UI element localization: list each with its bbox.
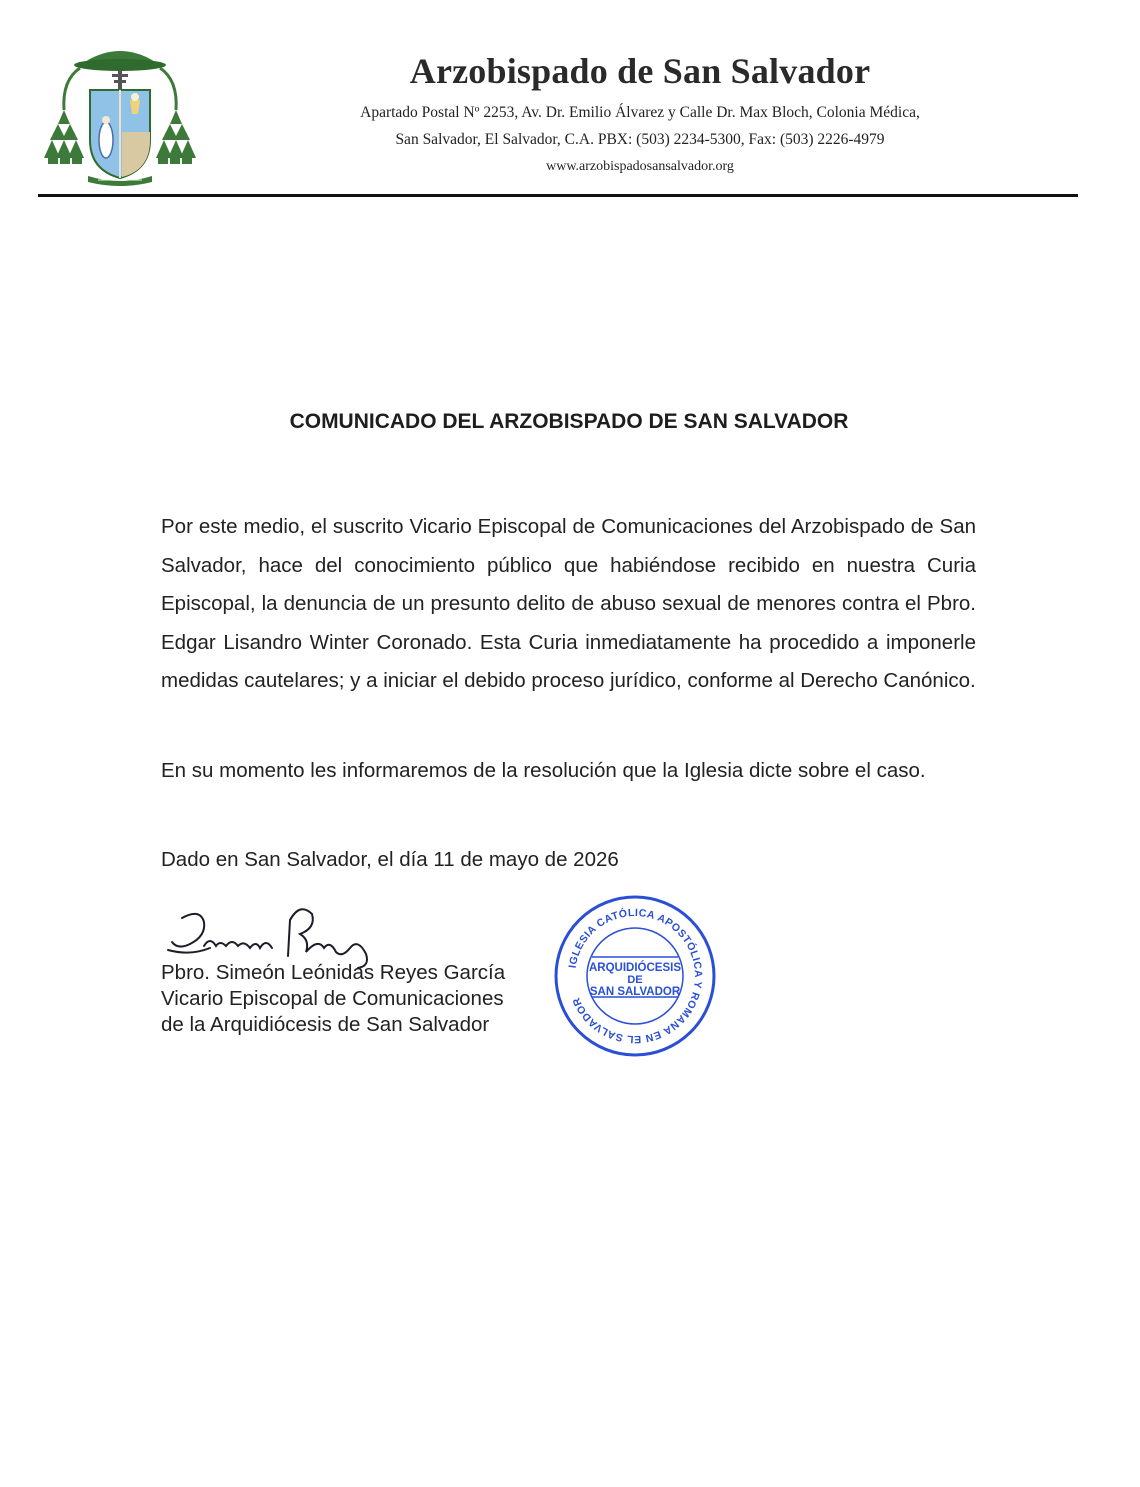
signatory-block [161, 960, 505, 1038]
seal-center-line-3: SAN SALVADOR [589, 986, 681, 998]
official-seal-stamp [552, 893, 718, 1059]
body-paragraph-2: En su momento les informaremos de la resolución que la Iglesia dicte sobre el caso. [161, 759, 926, 782]
signatory-position: Vicario Episcopal de Comunicaciones [161, 987, 504, 1010]
signatory-institution: de la Arquidiócesis de San Salvador [161, 1013, 490, 1036]
website-link[interactable]: www.arzobispadosansalvador.org [546, 159, 734, 174]
signatory-name: Pbro. Simeón Leónidas Reyes García [161, 961, 506, 984]
seal-center-line-1: ARQUIDIÓCESIS [588, 962, 682, 974]
seal-outer-text: IGLESIA CATÓLICA APOSTÓLICA Y ROMANA EN EL SALVADOR [566, 906, 705, 1046]
organization-name: Arzobispado de San Salvador [409, 51, 871, 91]
date-line: Dado en San Salvador, el día 11 de mayo de 2026 [161, 848, 619, 871]
header-divider [38, 194, 1078, 197]
body-paragraph-1: Por este medio, el suscrito Vicario Episcopal de Comunicaciones del Arzobispado de San Salvador, hace del conocimiento público que habiéndose recibido en nuestra Curia Episcopal, la denuncia de un presunto delito de abuso sexual de menores contra el Pbro. Edgar Lisandro Winter Coronado. Esta Curia inmediatamente ha procedido a imponerle medidas cautelares; y a iniciar el debido proceso jurídico, conforme al Derecho Canónico. [161, 515, 976, 692]
address-line-1: Apartado Postal Nº 2253, Av. Dr. Emilio Álvarez y Calle Dr. Max Bloch, Colonia Médica, [360, 104, 920, 121]
address-line-2: San Salvador, El Salvador, C.A. PBX: (503) 2234-5300, Fax: (503) 2226-4979 [395, 131, 885, 148]
seal-center-line-2: DE [627, 974, 643, 986]
document-title: COMUNICADO DEL ARZOBISPADO DE SAN SALVADOR [289, 410, 849, 433]
archdiocese-coat-of-arms-icon [40, 40, 200, 190]
